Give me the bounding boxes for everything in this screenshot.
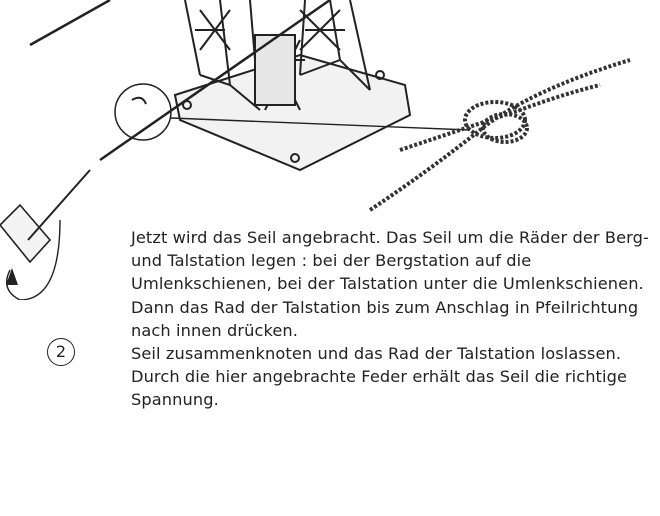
instruction-paragraph-1: Jetzt wird das Seil angebracht. Das Seil um die Räder der Berg- und Talstation legen : bei der Bergstation auf die Umlenkschienen, bei der Talstation unter die Umlenkschienen. <box>131 228 649 294</box>
instruction-text <box>131 226 651 412</box>
step-number-badge <box>47 338 75 366</box>
instruction-paragraph-3: Seil zusammenknoten und das Rad der Talstation loslassen. Durch die hier angebrachte Feder erhält das Seil die richtige Spannung. <box>131 344 628 410</box>
square-knot-rope <box>370 60 630 210</box>
step-number: 2 <box>55 342 67 361</box>
instruction-paragraph-2: Dann das Rad der Talstation bis zum Anschlag in Pfeilrichtung nach innen drücken. <box>131 297 639 340</box>
